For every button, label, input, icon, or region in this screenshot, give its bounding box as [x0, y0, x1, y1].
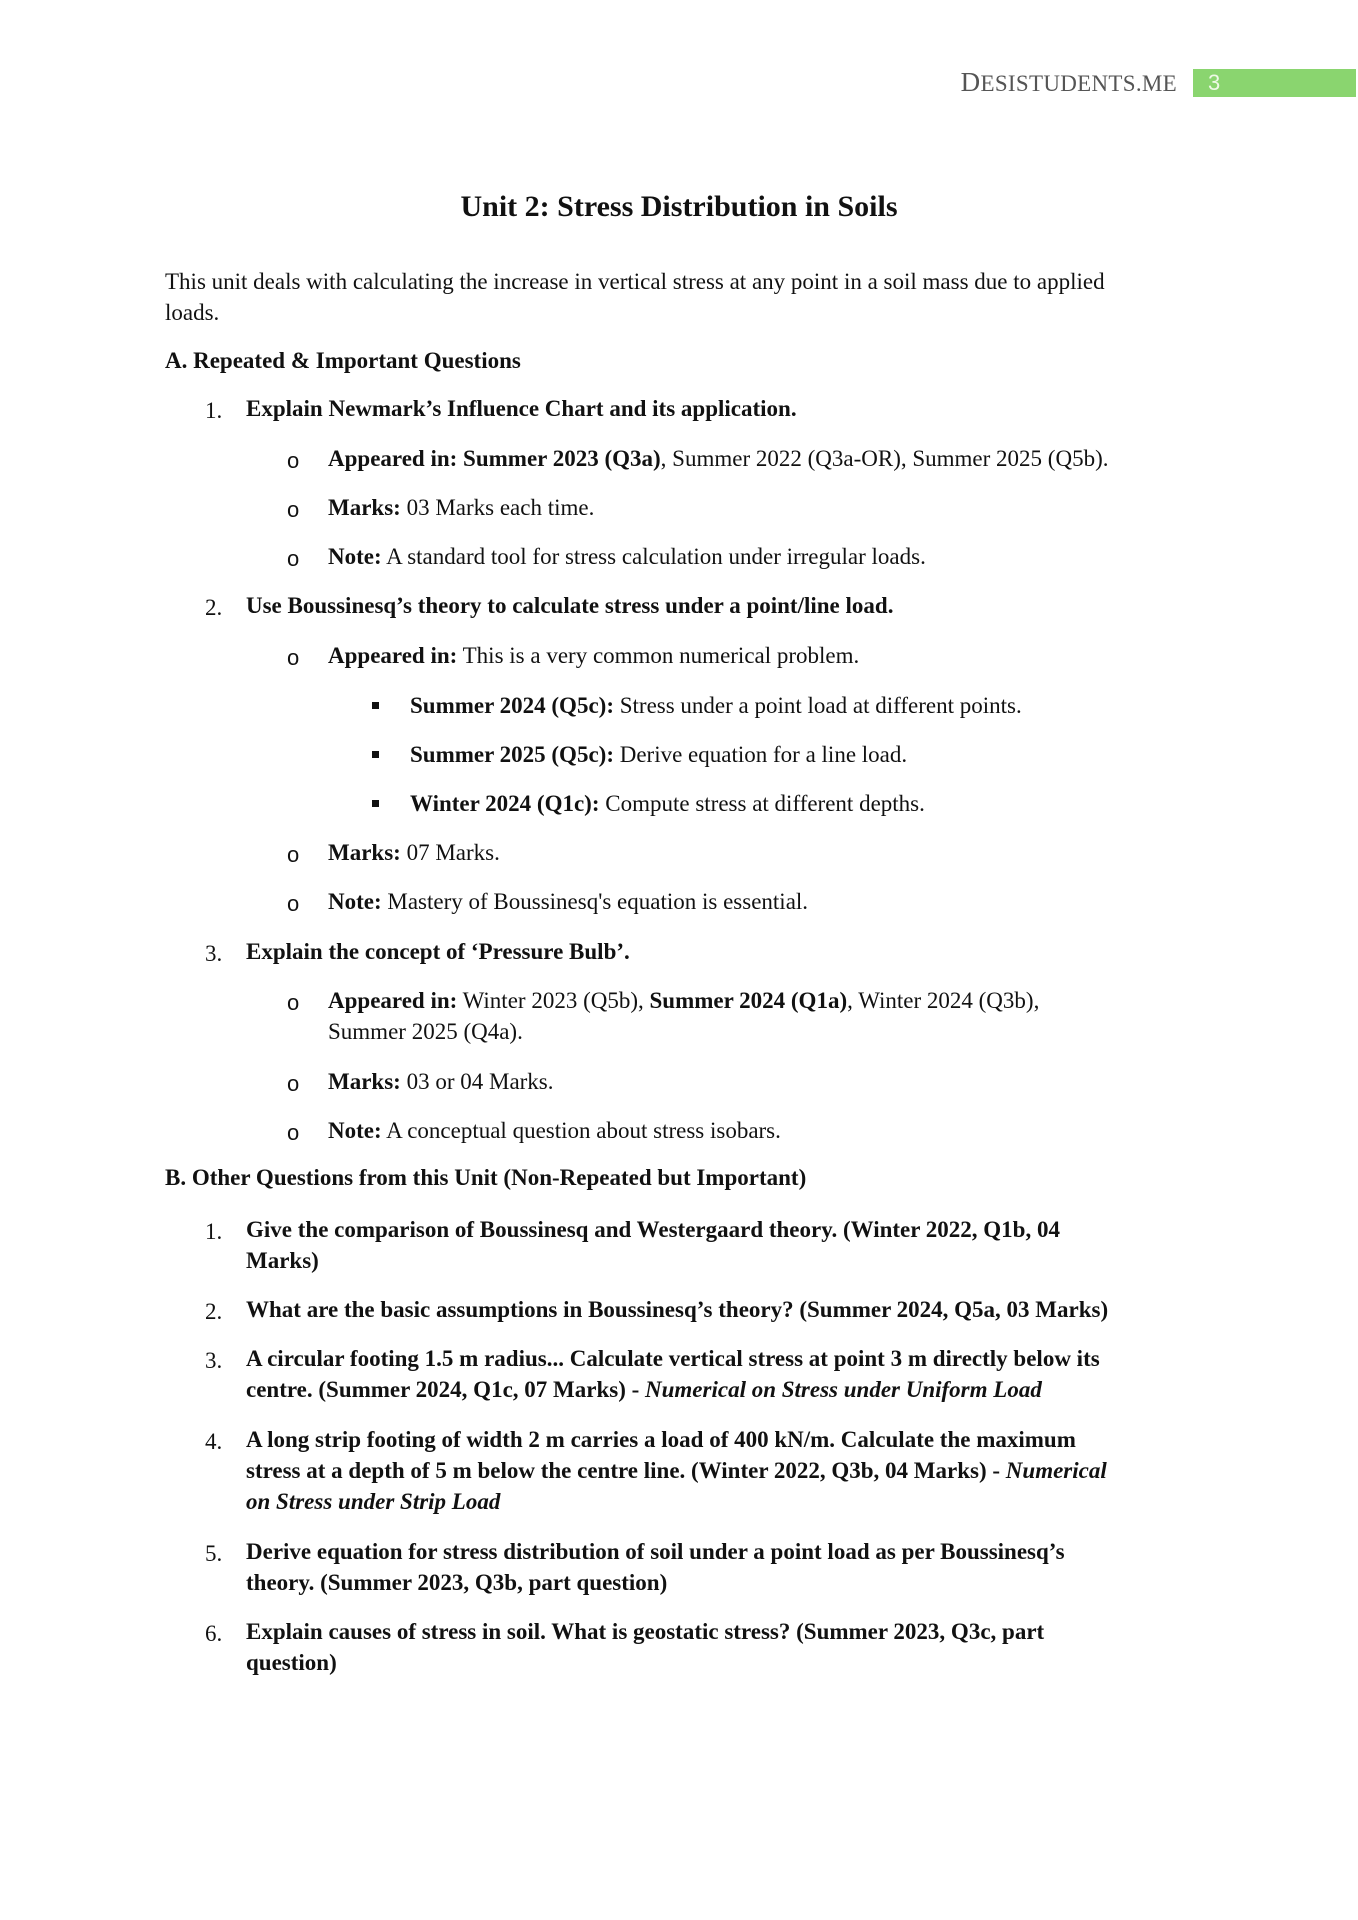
value: This is a very common numerical problem.	[457, 643, 860, 668]
line: question)	[246, 1650, 337, 1675]
topic-tag: Numerical	[1005, 1458, 1107, 1483]
circle-bullet-icon: o	[287, 546, 300, 571]
value: , Summer 2022 (Q3a-OR), Summer 2025 (Q5b).	[660, 446, 1109, 471]
site-brand	[961, 68, 1177, 98]
circle-bullet-icon: o	[287, 1120, 300, 1145]
brand-rest: ESISTUDENTS.ME	[980, 71, 1177, 96]
line: A long strip footing of width 2 m carries a load of 400 kN/m. Calculate the maximum	[246, 1427, 1076, 1452]
page-number-box	[1193, 69, 1356, 97]
value: , Winter 2024 (Q3b),	[847, 988, 1040, 1013]
label: Note:	[328, 1118, 382, 1143]
line: What are the basic assumptions in Boussinesq’s theory? (Summer 2024, Q5a, 03 Marks)	[246, 1297, 1109, 1322]
circle-bullet-icon: o	[287, 1071, 300, 1096]
page-header	[961, 69, 1356, 97]
square-bullet-icon	[372, 800, 379, 807]
question-number: 2.	[205, 1299, 223, 1324]
square-bullet-icon	[372, 702, 379, 709]
sub-item	[410, 739, 907, 770]
value: Derive equation for a line load.	[613, 742, 908, 767]
value: Winter 2023 (Q5b),	[457, 988, 650, 1013]
label: Appeared in:	[328, 446, 458, 471]
value: Stress under a point load at different points.	[613, 693, 1022, 718]
sub-item	[410, 788, 925, 819]
value: A standard tool for stress calculation under irregular loads.	[381, 544, 926, 569]
note-line	[328, 1115, 781, 1146]
intro-paragraph	[165, 266, 1205, 328]
line: A circular footing 1.5 m radius... Calculate vertical stress at point 3 m directly below its	[246, 1346, 1100, 1371]
page-number: 3	[1208, 70, 1221, 95]
line: Derive equation for stress distribution of soil under a point load as per Boussinesq’s	[246, 1539, 1065, 1564]
appeared-in-line	[328, 443, 1108, 474]
label: Summer 2025 (Q5c):	[410, 742, 614, 767]
question-text	[246, 1536, 1065, 1598]
line: Give the comparison of Boussinesq and Westergaard theory. (Winter 2022, Q1b, 04	[246, 1217, 1060, 1242]
label: Note:	[328, 889, 382, 914]
question-text: Explain Newmark’s Influence Chart and its application.	[246, 396, 797, 421]
label: Summer 2024 (Q5c):	[410, 693, 614, 718]
note-line	[328, 541, 926, 572]
label: Marks:	[328, 1069, 401, 1094]
question-number: 4.	[205, 1429, 223, 1454]
label: Marks:	[328, 840, 401, 865]
label: Winter 2024 (Q1c):	[410, 791, 600, 816]
value: Mastery of Boussinesq's equation is essential.	[381, 889, 809, 914]
line: Marks)	[246, 1248, 319, 1273]
marks-line	[328, 1066, 554, 1097]
appeared-in-line	[328, 640, 859, 671]
line: Explain causes of stress in soil. What is geostatic stress? (Summer 2023, Q3c, part	[246, 1619, 1045, 1644]
topic-tag: on Stress under Strip Load	[246, 1489, 501, 1514]
question-text: Explain the concept of ‘Pressure Bulb’.	[246, 939, 630, 964]
value: 03 Marks each time.	[400, 495, 595, 520]
square-bullet-icon	[372, 751, 379, 758]
note-line	[328, 886, 808, 917]
section-a-heading: A. Repeated & Important Questions	[165, 348, 521, 373]
circle-bullet-icon: o	[287, 990, 300, 1015]
value: Summer 2025 (Q4a).	[328, 1019, 523, 1044]
value: A conceptual question about stress isobars.	[381, 1118, 781, 1143]
brand-initial: D	[960, 67, 981, 97]
question-number: 1.	[205, 398, 223, 423]
label: Appeared in:	[328, 988, 458, 1013]
question-number: 3.	[205, 941, 223, 966]
highlight: Summer 2024 (Q1a)	[649, 988, 848, 1013]
label: Marks:	[328, 495, 401, 520]
question-text	[246, 1214, 1060, 1276]
line: stress at a depth of 5 m below the centre line. (Winter 2022, Q3b, 04 Marks) -	[246, 1458, 1006, 1483]
appeared-in-line	[328, 985, 1039, 1047]
page-title: Unit 2: Stress Distribution in Soils	[460, 190, 898, 223]
question-text	[246, 1294, 1108, 1325]
question-text	[246, 1343, 1100, 1405]
question-number: 6.	[205, 1621, 223, 1646]
sub-item	[410, 690, 1022, 721]
value: Compute stress at different depths.	[599, 791, 925, 816]
question-text: Use Boussinesq’s theory to calculate stress under a point/line load.	[246, 593, 894, 618]
intro-line-2: loads.	[165, 300, 220, 325]
question-number: 5.	[205, 1541, 223, 1566]
line: centre. (Summer 2024, Q1c, 07 Marks) -	[246, 1377, 646, 1402]
value: 07 Marks.	[400, 840, 500, 865]
line: theory. (Summer 2023, Q3b, part question)	[246, 1570, 668, 1595]
intro-line-1: This unit deals with calculating the increase in vertical stress at any point in a soil mass due to applied	[165, 269, 1105, 294]
section-b-heading: B. Other Questions from this Unit (Non-Repeated but Important)	[165, 1165, 807, 1190]
value: 03 or 04 Marks.	[400, 1069, 554, 1094]
marks-line	[328, 492, 594, 523]
marks-line	[328, 837, 500, 868]
question-number: 3.	[205, 1348, 223, 1373]
circle-bullet-icon: o	[287, 891, 300, 916]
circle-bullet-icon: o	[287, 497, 300, 522]
circle-bullet-icon: o	[287, 448, 300, 473]
question-text	[246, 1424, 1107, 1517]
question-text	[246, 1616, 1044, 1678]
topic-tag: Numerical on Stress under Uniform Load	[645, 1377, 1042, 1402]
label: Note:	[328, 544, 382, 569]
circle-bullet-icon: o	[287, 645, 300, 670]
question-number: 1.	[205, 1219, 223, 1244]
highlight: Summer 2023 (Q3a)	[457, 446, 661, 471]
label: Appeared in:	[328, 643, 458, 668]
question-number: 2.	[205, 595, 223, 620]
circle-bullet-icon: o	[287, 842, 300, 867]
